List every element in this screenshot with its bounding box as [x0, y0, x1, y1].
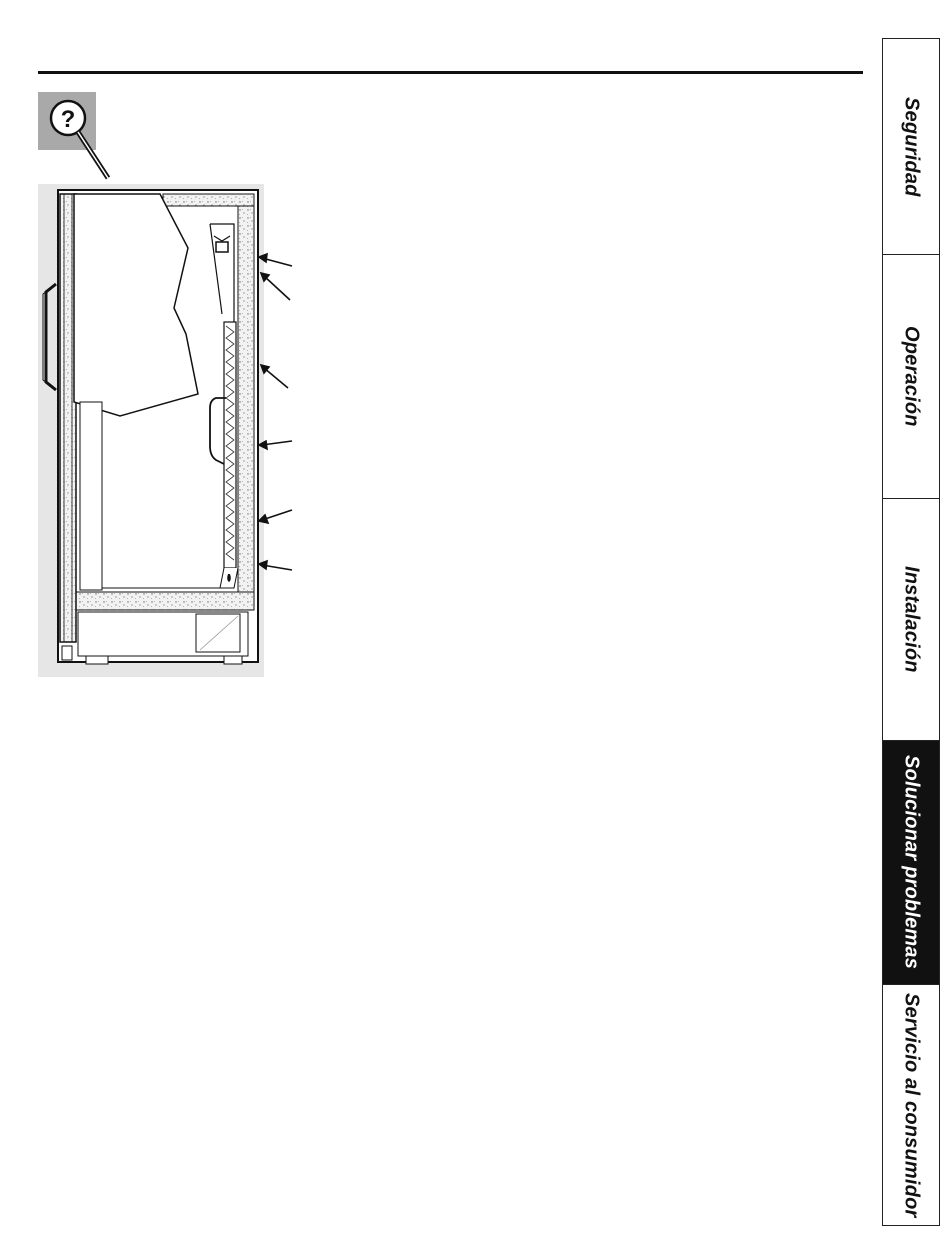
tab-label-seguridad: Seguridad [900, 96, 923, 197]
section-tabs [882, 38, 940, 1226]
tab-label-servicio-al-consumidor: Servicio al consumidor [900, 992, 923, 1218]
tab-label-operacion: Operación [900, 326, 923, 427]
tab-solucionar-problemas[interactable] [883, 741, 939, 985]
tab-instalacion[interactable] [883, 499, 939, 741]
tab-label-instalacion: Instalación [900, 566, 923, 673]
tab-seguridad[interactable] [883, 39, 939, 255]
tab-servicio-al-consumidor[interactable] [883, 985, 939, 1225]
callout-arrows [250, 240, 310, 580]
question-magnifier-icon [38, 92, 118, 182]
tab-label-solucionar-problemas: Solucionar problemas [900, 755, 923, 970]
svg-text:?: ? [60, 106, 76, 133]
header-rule [38, 71, 863, 74]
refrigerator-cross-section-diagram [38, 184, 264, 677]
tab-operacion[interactable] [883, 255, 939, 499]
